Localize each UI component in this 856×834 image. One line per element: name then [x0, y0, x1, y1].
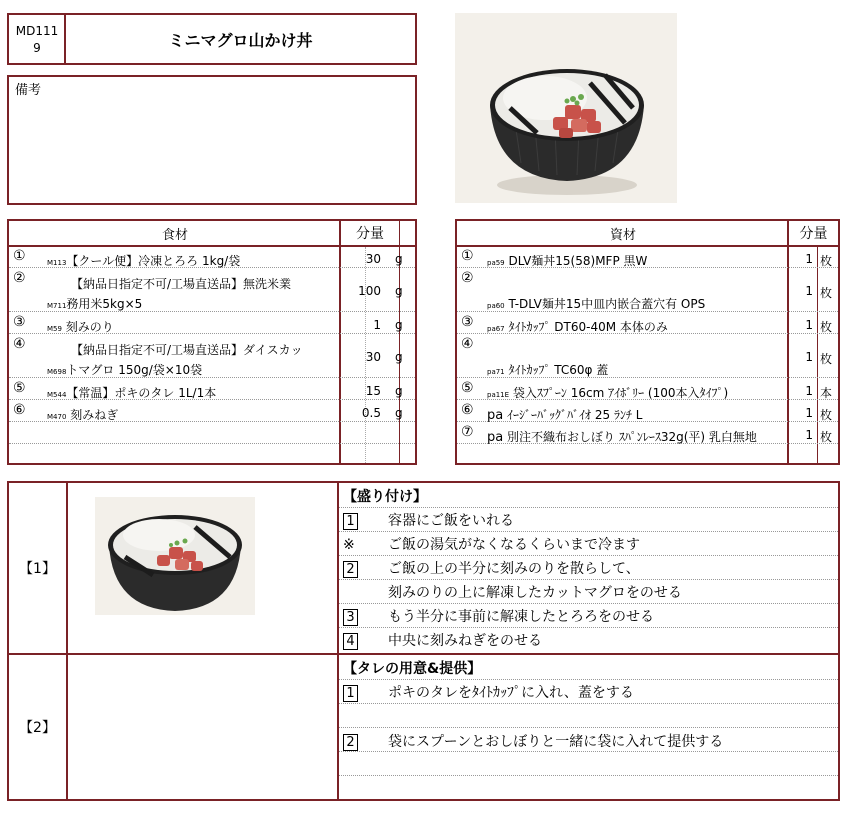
materials-header-name: 資材: [609, 227, 636, 243]
item-code: pa: [487, 430, 504, 445]
item-unit: g: [395, 252, 403, 266]
item-code: M544: [47, 391, 67, 399]
item-code: M470: [47, 413, 67, 421]
materials-header-qty: 分量: [799, 226, 828, 242]
step-number: 1: [343, 513, 358, 530]
item-unit: g: [395, 384, 403, 398]
item-unit: 枚: [820, 320, 833, 334]
row-number: ④: [13, 336, 26, 352]
item-unit: 枚: [820, 430, 833, 444]
step-number: 1: [343, 685, 358, 702]
item-qty: 1: [805, 350, 813, 364]
item-code: M711: [47, 302, 67, 310]
materials-table: [455, 219, 840, 465]
ingredients-header-name: 食材: [161, 227, 188, 243]
product-code: [7, 13, 65, 65]
step-text: ポキのタレをﾀｲﾄｶｯﾌﾟに入れ、蓋をする: [388, 685, 634, 701]
item-qty: 1: [805, 428, 813, 442]
item-unit: 本: [820, 386, 833, 400]
item-qty: 1: [805, 252, 813, 266]
step-text: もう半分に事前に解凍したとろろをのせる: [388, 609, 654, 625]
item-name: 【クール便】冷凍とろろ 1kg/袋: [66, 254, 241, 268]
item-unit: g: [395, 350, 403, 364]
step-photo: [95, 497, 255, 615]
item-qty: 30: [365, 252, 381, 266]
row-number: ③: [13, 314, 26, 330]
step-label: 【1】: [19, 561, 56, 577]
step-line: [343, 558, 640, 578]
step-line: [343, 534, 640, 554]
item-name: 【納品日指定不可/工場直送品】ダイスカッ: [71, 343, 303, 357]
item-code: M113: [47, 259, 67, 267]
row-number: ⑥: [461, 402, 474, 418]
item-qty: 1: [373, 318, 381, 332]
step-number: 4: [343, 633, 358, 650]
step-number: 2: [343, 734, 358, 751]
item-name-cont: トマグロ 150g/袋×10袋: [66, 363, 203, 377]
note-mark: ※: [343, 537, 355, 553]
remarks-box: [7, 75, 417, 205]
step-line: [343, 606, 654, 626]
item-qty: 1: [805, 384, 813, 398]
item-name: 袋入ｽﾌﾟｰﾝ 16cm ｱｲﾎﾞﾘｰ (100本入ﾀｲﾌﾟ): [512, 386, 729, 400]
row-number: ②: [461, 270, 474, 286]
product-title: [64, 13, 417, 65]
table-row: [47, 252, 240, 269]
steps-section: [7, 481, 840, 801]
item-name-cont: 務用米5kg×5: [66, 297, 143, 311]
row-number: ①: [461, 248, 474, 264]
step-line: [343, 510, 514, 530]
item-qty: 15: [365, 384, 381, 398]
item-code: pa59: [487, 259, 505, 267]
product-code-line2: 9: [33, 41, 41, 55]
product-code-line1: MD111: [15, 24, 59, 38]
item-name: 【常温】ポキのタレ 1L/1本: [66, 386, 217, 400]
step-line: [343, 682, 634, 702]
ingredients-header-qty: 分量: [356, 226, 384, 242]
step-text: 中央に刻みねぎをのせる: [388, 633, 542, 649]
item-qty: 1: [805, 406, 813, 420]
row-number: ⑦: [461, 424, 474, 440]
item-code: pa67: [487, 325, 505, 333]
row-number: ④: [461, 336, 474, 352]
step-line: [388, 582, 682, 602]
item-name: 刻みのり: [65, 320, 114, 334]
item-code: pa: [487, 408, 504, 423]
step-heading: 【タレの用意&提供】: [343, 661, 482, 677]
step-number: 3: [343, 609, 358, 626]
item-code: pa71: [487, 368, 505, 376]
item-code: M59: [47, 325, 62, 333]
step-label: 【2】: [19, 720, 56, 736]
row-number: ②: [13, 270, 26, 286]
item-unit: 枚: [820, 408, 833, 422]
row-number: ⑤: [13, 380, 26, 396]
step-text: 刻みのりの上に解凍したカットマグロをのせる: [388, 585, 682, 601]
step-line: [343, 630, 542, 650]
dish-photo: [455, 13, 677, 203]
row-number: ⑥: [13, 402, 26, 418]
item-name: 【納品日指定不可/工場直送品】無洗米業: [71, 277, 292, 291]
item-name: T-DLV麺丼15中皿内嵌合蓋穴有 OPS: [508, 297, 706, 311]
item-unit: 枚: [820, 352, 833, 366]
item-name: ｲｰｼﾞｰﾊﾞｯｸﾞﾊﾞｲｵ 25 ﾗﾝﾁ L: [507, 408, 643, 422]
step-text: ご飯の上の半分に刻みのりを散らして、: [388, 561, 640, 577]
item-name: 別注不織布おしぼり ｽﾊﾟﾝﾚｰｽ32g(平) 乳白無地: [507, 430, 757, 444]
remarks-label: 備考: [15, 83, 42, 98]
item-name: DLV麺丼15(58)MFP 黒W: [508, 254, 648, 268]
step-line: [343, 731, 723, 751]
item-qty: 1: [805, 284, 813, 298]
item-unit: 枚: [820, 286, 833, 300]
product-title-text: ミニマグロ山かけ丼: [168, 30, 313, 50]
step-number: 2: [343, 561, 358, 578]
row-number: ①: [13, 248, 26, 264]
item-code: pa11E: [487, 391, 510, 399]
step-heading: 【盛り付け】: [343, 489, 427, 505]
table-row: [13, 248, 35, 264]
item-unit: g: [395, 318, 403, 332]
item-name: ﾀｲﾄｶｯﾌﾟ TC60φ 蓋: [508, 363, 609, 377]
row-number: ③: [461, 314, 474, 330]
step-text: 容器にご飯をいれる: [388, 513, 514, 529]
item-code: M698: [47, 368, 67, 376]
item-unit: g: [395, 406, 403, 420]
item-qty: 0.5: [361, 406, 381, 420]
item-name: ﾀｲﾄｶｯﾌﾟ DT60-40M 本体のみ: [508, 320, 668, 334]
item-unit: 枚: [820, 254, 833, 268]
item-qty: 100: [358, 284, 381, 298]
step-text: ご飯の湯気がなくなるくらいまで冷ます: [388, 537, 640, 553]
item-unit: g: [395, 284, 403, 298]
item-qty: 30: [365, 350, 381, 364]
item-qty: 1: [805, 318, 813, 332]
item-code: pa60: [487, 302, 505, 310]
item-name: 刻みねぎ: [70, 408, 119, 422]
ingredients-table: [7, 219, 417, 465]
row-number: ⑤: [461, 380, 474, 396]
step-text: 袋にスプーンとおしぼりと一緒に袋に入れて提供する: [388, 734, 724, 750]
